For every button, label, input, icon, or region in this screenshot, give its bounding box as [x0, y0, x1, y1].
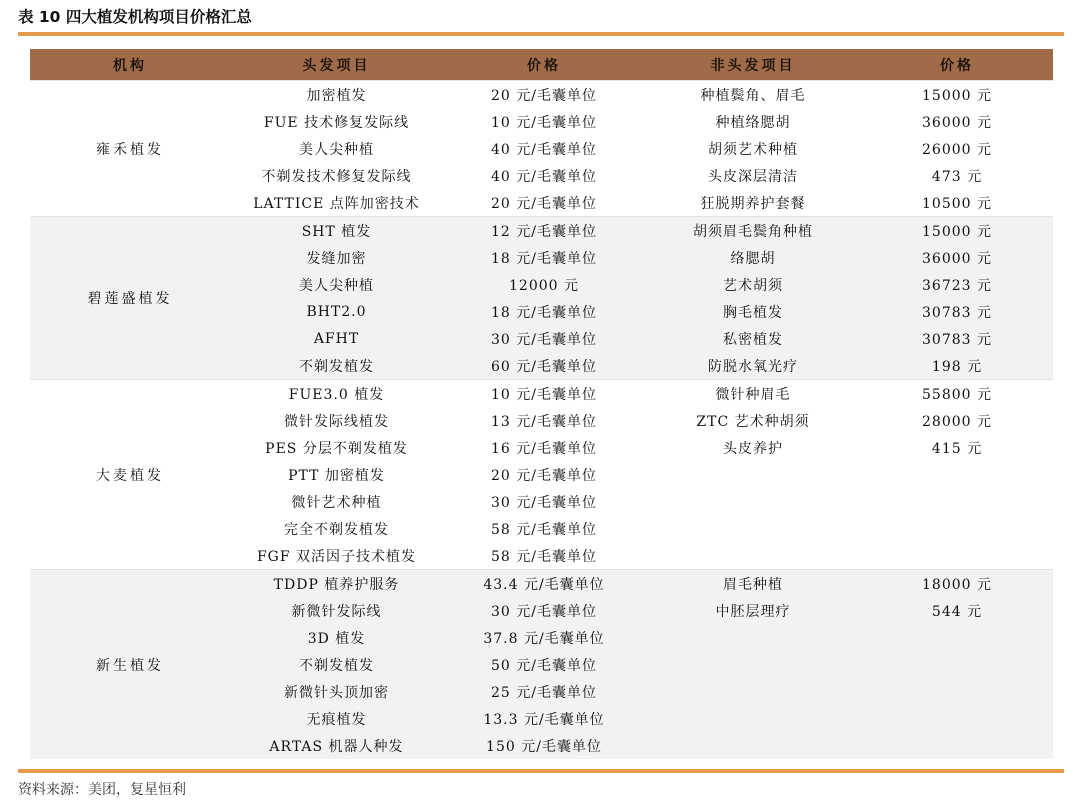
hair-project-cell: 新微针头顶加密	[230, 678, 443, 705]
table-title: 表 10 四大植发机构项目价格汇总	[18, 8, 252, 26]
nonhair-price-cell	[861, 542, 1053, 570]
nonhair-project-cell	[645, 515, 861, 542]
nonhair-price-cell: 28000 元	[861, 407, 1053, 434]
hair-project-cell: FUE3.0 植发	[230, 380, 443, 408]
hair-price-cell: 40 元/毛囊单位	[443, 162, 645, 189]
institution-group	[30, 380, 1053, 570]
nonhair-project-cell	[645, 542, 861, 570]
hair-price-cell: 40 元/毛囊单位	[443, 135, 645, 162]
institution-group	[30, 570, 1053, 760]
hair-project-cell: 新微针发际线	[230, 597, 443, 624]
bottom-rule	[18, 769, 1064, 773]
hair-project-cell: 无痕植发	[230, 705, 443, 732]
hair-project-cell: 3D 植发	[230, 624, 443, 651]
header-nonhair-project: 非头发项目	[645, 49, 861, 81]
nonhair-price-cell: 473 元	[861, 162, 1053, 189]
nonhair-project-cell: 微针种眉毛	[645, 380, 861, 408]
nonhair-project-cell	[645, 678, 861, 705]
price-table	[30, 49, 1053, 759]
nonhair-price-cell: 415 元	[861, 434, 1053, 461]
hair-project-cell: 完全不剃发植发	[230, 515, 443, 542]
nonhair-price-cell: 36000 元	[861, 244, 1053, 271]
nonhair-price-cell: 15000 元	[861, 81, 1053, 109]
hair-project-cell: 微针艺术种植	[230, 488, 443, 515]
nonhair-price-cell	[861, 651, 1053, 678]
nonhair-project-cell: 种植鬓角、眉毛	[645, 81, 861, 109]
hair-project-cell: 发缝加密	[230, 244, 443, 271]
nonhair-project-cell: 防脱水氧光疗	[645, 352, 861, 380]
top-rule	[18, 32, 1064, 36]
hair-project-cell: TDDP 植养护服务	[230, 570, 443, 598]
nonhair-price-cell: 55800 元	[861, 380, 1053, 408]
nonhair-price-cell: 544 元	[861, 597, 1053, 624]
hair-project-cell: 微针发际线植发	[230, 407, 443, 434]
nonhair-project-cell: 胡须眉毛鬓角种植	[645, 217, 861, 245]
institution-cell: 雍禾植发	[30, 81, 230, 217]
nonhair-price-cell: 30783 元	[861, 325, 1053, 352]
hair-price-cell: 13 元/毛囊单位	[443, 407, 645, 434]
hair-project-cell: 不剃发技术修复发际线	[230, 162, 443, 189]
nonhair-project-cell: 种植络腮胡	[645, 108, 861, 135]
nonhair-price-cell: 18000 元	[861, 570, 1053, 598]
hair-project-cell: ARTAS 机器人种发	[230, 732, 443, 759]
hair-project-cell: FUE 技术修复发际线	[230, 108, 443, 135]
hair-project-cell: PES 分层不剃发植发	[230, 434, 443, 461]
nonhair-project-cell	[645, 732, 861, 759]
institution-group	[30, 217, 1053, 380]
nonhair-price-cell	[861, 515, 1053, 542]
hair-project-cell: SHT 植发	[230, 217, 443, 245]
nonhair-project-cell: 狂脱期养护套餐	[645, 189, 861, 217]
hair-price-cell: 20 元/毛囊单位	[443, 189, 645, 217]
nonhair-project-cell: 头皮深层清洁	[645, 162, 861, 189]
institution-cell: 大麦植发	[30, 380, 230, 570]
hair-project-cell: PTT 加密植发	[230, 461, 443, 488]
nonhair-price-cell	[861, 678, 1053, 705]
table-row	[30, 81, 1053, 109]
hair-price-cell: 58 元/毛囊单位	[443, 542, 645, 570]
hair-price-cell: 10 元/毛囊单位	[443, 380, 645, 408]
nonhair-price-cell: 36000 元	[861, 108, 1053, 135]
hair-project-cell: LATTICE 点阵加密技术	[230, 189, 443, 217]
nonhair-price-cell	[861, 705, 1053, 732]
hair-price-cell: 37.8 元/毛囊单位	[443, 624, 645, 651]
hair-project-cell: AFHT	[230, 325, 443, 352]
nonhair-project-cell: 眉毛种植	[645, 570, 861, 598]
nonhair-project-cell	[645, 488, 861, 515]
hair-price-cell: 12000 元	[443, 271, 645, 298]
nonhair-price-cell: 198 元	[861, 352, 1053, 380]
hair-project-cell: BHT2.0	[230, 298, 443, 325]
nonhair-price-cell: 10500 元	[861, 189, 1053, 217]
institution-cell: 碧莲盛植发	[30, 217, 230, 380]
table-row	[30, 570, 1053, 598]
table-header-row	[30, 49, 1053, 81]
hair-project-cell: 不剃发植发	[230, 352, 443, 380]
hair-price-cell: 20 元/毛囊单位	[443, 461, 645, 488]
nonhair-price-cell: 15000 元	[861, 217, 1053, 245]
header-hair-project: 头发项目	[230, 49, 443, 81]
hair-price-cell: 18 元/毛囊单位	[443, 298, 645, 325]
hair-price-cell: 60 元/毛囊单位	[443, 352, 645, 380]
hair-project-cell: 美人尖种植	[230, 135, 443, 162]
table-row	[30, 380, 1053, 408]
hair-price-cell: 30 元/毛囊单位	[443, 325, 645, 352]
hair-price-cell: 43.4 元/毛囊单位	[443, 570, 645, 598]
hair-project-cell: FGF 双活因子技术植发	[230, 542, 443, 570]
nonhair-project-cell	[645, 461, 861, 488]
hair-price-cell: 30 元/毛囊单位	[443, 488, 645, 515]
hair-project-cell: 美人尖种植	[230, 271, 443, 298]
hair-project-cell: 不剃发植发	[230, 651, 443, 678]
nonhair-project-cell	[645, 624, 861, 651]
hair-price-cell: 20 元/毛囊单位	[443, 81, 645, 109]
nonhair-project-cell: 胡须艺术种植	[645, 135, 861, 162]
institution-group	[30, 81, 1053, 217]
nonhair-price-cell	[861, 624, 1053, 651]
nonhair-project-cell: 私密植发	[645, 325, 861, 352]
hair-price-cell: 12 元/毛囊单位	[443, 217, 645, 245]
hair-price-cell: 13.3 元/毛囊单位	[443, 705, 645, 732]
nonhair-project-cell: 中胚层理疗	[645, 597, 861, 624]
nonhair-project-cell: 胸毛植发	[645, 298, 861, 325]
hair-price-cell: 30 元/毛囊单位	[443, 597, 645, 624]
nonhair-project-cell	[645, 705, 861, 732]
hair-price-cell: 58 元/毛囊单位	[443, 515, 645, 542]
nonhair-project-cell	[645, 651, 861, 678]
source-note: 资料来源：美团，复星恒利	[18, 782, 186, 798]
nonhair-price-cell	[861, 732, 1053, 759]
hair-price-cell: 150 元/毛囊单位	[443, 732, 645, 759]
nonhair-price-cell	[861, 488, 1053, 515]
nonhair-price-cell: 36723 元	[861, 271, 1053, 298]
nonhair-price-cell	[861, 461, 1053, 488]
table-row	[30, 217, 1053, 245]
hair-price-cell: 25 元/毛囊单位	[443, 678, 645, 705]
institution-cell: 新生植发	[30, 570, 230, 760]
header-nonhair-price: 价格	[861, 49, 1053, 81]
nonhair-price-cell: 30783 元	[861, 298, 1053, 325]
header-hair-price: 价格	[443, 49, 645, 81]
nonhair-project-cell: ZTC 艺术种胡须	[645, 407, 861, 434]
hair-price-cell: 16 元/毛囊单位	[443, 434, 645, 461]
nonhair-price-cell: 26000 元	[861, 135, 1053, 162]
hair-price-cell: 18 元/毛囊单位	[443, 244, 645, 271]
nonhair-project-cell: 头皮养护	[645, 434, 861, 461]
header-institution: 机构	[30, 49, 230, 81]
hair-project-cell: 加密植发	[230, 81, 443, 109]
hair-price-cell: 10 元/毛囊单位	[443, 108, 645, 135]
nonhair-project-cell: 艺术胡须	[645, 271, 861, 298]
hair-price-cell: 50 元/毛囊单位	[443, 651, 645, 678]
nonhair-project-cell: 络腮胡	[645, 244, 861, 271]
